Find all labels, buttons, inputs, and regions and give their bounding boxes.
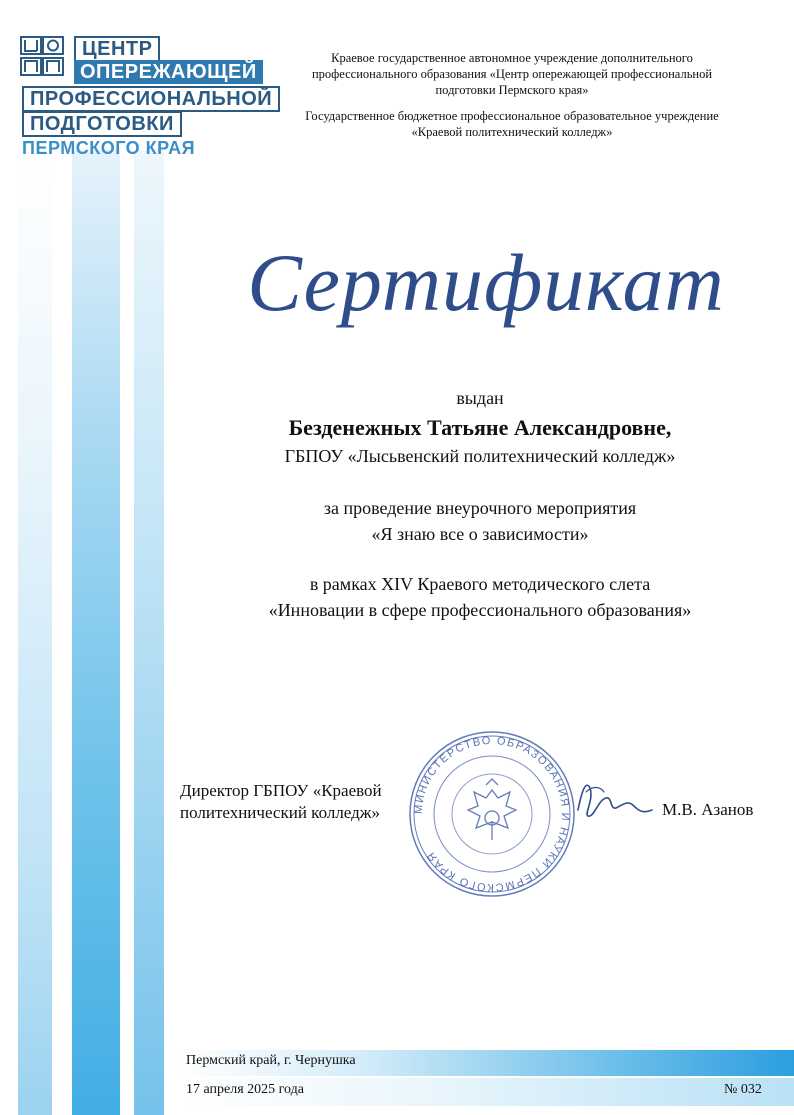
director-position-line-2: политехнический колледж» — [180, 803, 381, 822]
director-position — [180, 780, 382, 824]
issue-place: Пермский край, г. Чернушка — [186, 1053, 356, 1068]
decor-stripe-left — [18, 150, 52, 1115]
certificate-number: № 032 — [724, 1082, 762, 1097]
director-position-line-1: Директор ГБПОУ «Краевой — [180, 781, 382, 800]
copp-logo — [18, 30, 273, 160]
official-stamp-icon — [402, 730, 582, 898]
reason-line-1: за проведение внеурочного мероприятия — [323, 498, 637, 518]
logo-text-line-1: ЦЕНТР — [74, 36, 160, 62]
issued-label: выдан — [456, 388, 504, 408]
recipient-name: Безденежных Татьяне Александровне, — [288, 415, 672, 440]
event-line-1: в рамках XIV Краевого методического слета — [309, 574, 651, 594]
logo-text-line-3: ПРОФЕССИОНАЛЬНОЙ — [22, 86, 280, 112]
svg-text:МИНИСТЕРСТВО ОБРАЗОВАНИЯ И НАУ: МИНИСТЕРСТВО ОБРАЗОВАНИЯ И НАУКИ ПЕРМСКОГО КРАЯ — [412, 734, 572, 894]
certificate-title: Сертификат — [247, 237, 725, 328]
logo-text-line-4: ПОДГОТОВКИ — [22, 111, 182, 137]
event-line-2: «Инновации в сфере профессионального образования» — [268, 600, 692, 620]
director-signature — [568, 770, 658, 830]
logo-text-line-2: ОПЕРЕЖАЮЩЕЙ — [74, 60, 263, 84]
decor-stripe-right — [134, 150, 164, 1115]
header-organization-2: Государственное бюджетное профессиональное образовательное учреждение «Краевой политехнический колледж» — [305, 109, 719, 139]
logo-text-line-5: ПЕРМСКОГО КРАЯ — [22, 138, 196, 158]
recipient-college: ГБПОУ «Лысьвенский политехнический колледж» — [284, 446, 676, 466]
header-organization-1: Краевое государственное автономное учреждение дополнительного профессионального образования «Центр опережающей профессиональной подготовки Пермского края» — [311, 51, 713, 97]
reason-line-2: «Я знаю все о зависимости» — [371, 524, 589, 544]
issue-date: 17 апреля 2025 года — [186, 1082, 304, 1097]
copp-logo-mark-icon — [20, 36, 64, 76]
decor-stripe-middle — [72, 150, 120, 1115]
director-name: М.В. Азанов — [662, 800, 754, 819]
